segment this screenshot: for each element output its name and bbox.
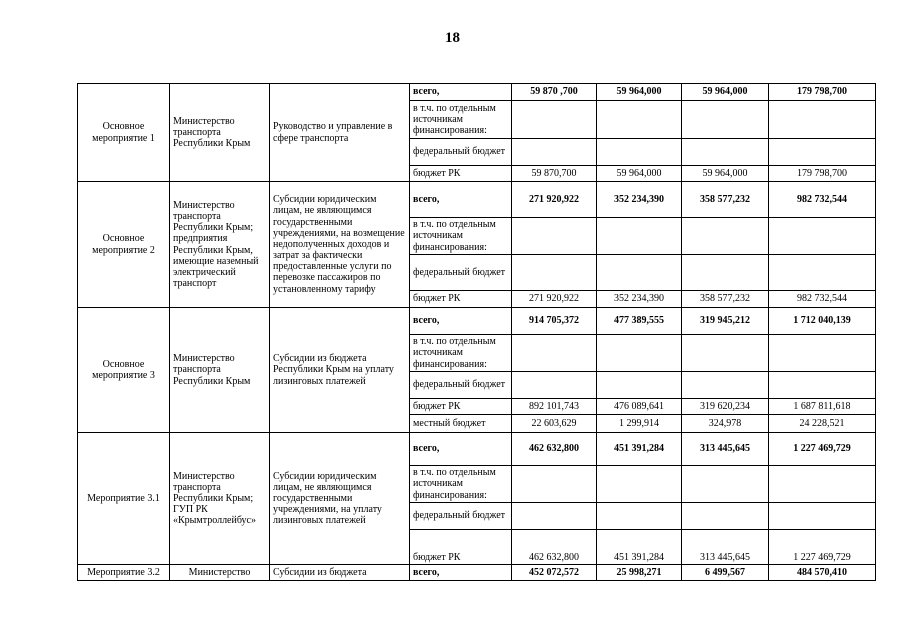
value-cell: 914 705,372 [512,308,597,335]
value-cell: 59 964,000 [682,84,769,101]
value-cell: 892 101,743 [512,399,597,415]
value-cell: 462 632,800 [512,530,597,565]
value-cell: 982 732,544 [769,182,876,218]
description: Субсидии из бюджета Республики Крым на уплату лизинговых платежей [270,308,410,433]
source-label: федеральный бюджет [410,372,512,399]
value-cell [769,335,876,372]
value-cell: 6 499,567 [682,565,769,581]
value-cell: 477 389,555 [597,308,682,335]
value-cell: 22 603,629 [512,415,597,433]
value-cell: 59 964,000 [597,166,682,182]
value-cell: 319 945,212 [682,308,769,335]
description: Субсидии из бюджета [270,565,410,581]
table-row [78,182,876,218]
value-cell: 358 577,232 [682,291,769,308]
description: Субсидии юридическим лицам, не являющимся государственными учреждениями, на возмещение недополученных доходов и затрат за фактически предоставленные услуги по перевозке пассажиров по установленному тарифу [270,182,410,308]
activity-name: Мероприятие 3.1 [78,433,170,565]
source-label: в т.ч. по отдельным источникам финансирования: [410,466,512,503]
value-cell [597,372,682,399]
table-row [78,84,876,101]
source-label: местный бюджет [410,415,512,433]
source-label: всего, [410,182,512,218]
value-cell: 24 228,521 [769,415,876,433]
table-row [78,308,876,335]
source-label: в т.ч. по отдельным источникам финансирования: [410,335,512,372]
activity-name: Основное мероприятие 3 [78,308,170,433]
value-cell: 352 234,390 [597,291,682,308]
executor: Министерство транспорта Республики Крым [170,308,270,433]
value-cell [682,372,769,399]
table-row [78,565,876,581]
page-number: 18 [445,30,460,46]
value-cell [512,218,597,255]
value-cell: 1 299,914 [597,415,682,433]
value-cell: 451 391,284 [597,433,682,466]
source-label: всего, [410,308,512,335]
executor: Министерство [170,565,270,581]
source-label: всего, [410,565,512,581]
value-cell [597,335,682,372]
description: Субсидии юридическим лицам, не являющимся государственными учреждениями, на уплату лизинговых платежей [270,433,410,565]
value-cell [682,466,769,503]
value-cell: 982 732,544 [769,291,876,308]
description: Руководство и управление в сфере транспорта [270,84,410,182]
value-cell [769,101,876,139]
source-label: федеральный бюджет [410,139,512,166]
value-cell: 462 632,800 [512,433,597,466]
value-cell [682,139,769,166]
activity-name: Мероприятие 3.2 [78,565,170,581]
value-cell: 319 620,234 [682,399,769,415]
value-cell [597,466,682,503]
value-cell [769,255,876,291]
source-label: бюджет РК [410,530,512,565]
value-cell [597,218,682,255]
value-cell [769,139,876,166]
value-cell [512,101,597,139]
value-cell [682,503,769,530]
value-cell: 1 227 469,729 [769,433,876,466]
source-label: всего, [410,433,512,466]
value-cell [512,466,597,503]
executor: Министерство транспорта Республики Крым; предприятия Республики Крым, имеющие наземный электрический транспорт [170,182,270,308]
value-cell [682,335,769,372]
value-cell: 59 964,000 [682,166,769,182]
value-cell: 59 964,000 [597,84,682,101]
value-cell: 1 712 040,139 [769,308,876,335]
value-cell [769,218,876,255]
source-label: федеральный бюджет [410,503,512,530]
value-cell: 25 998,271 [597,565,682,581]
value-cell: 451 391,284 [597,530,682,565]
source-label: федеральный бюджет [410,255,512,291]
source-label: в т.ч. по отдельным источникам финансирования: [410,101,512,139]
value-cell: 59 870,700 [512,166,597,182]
value-cell: 179 798,700 [769,84,876,101]
activity-name: Основное мероприятие 1 [78,84,170,182]
value-cell: 313 445,645 [682,530,769,565]
value-cell: 452 072,572 [512,565,597,581]
value-cell: 313 445,645 [682,433,769,466]
source-label: бюджет РК [410,166,512,182]
value-cell [682,101,769,139]
executor: Министерство транспорта Республики Крым [170,84,270,182]
source-label: бюджет РК [410,291,512,308]
value-cell: 59 870 ,700 [512,84,597,101]
source-label: всего, [410,84,512,101]
value-cell: 358 577,232 [682,182,769,218]
value-cell [597,503,682,530]
source-label: бюджет РК [410,399,512,415]
value-cell: 324,978 [682,415,769,433]
value-cell: 179 798,700 [769,166,876,182]
value-cell: 271 920,922 [512,182,597,218]
executor: Министерство транспорта Республики Крым; ГУП РК «Крымтроллейбус» [170,433,270,565]
value-cell: 352 234,390 [597,182,682,218]
budget-table [77,83,876,581]
value-cell: 271 920,922 [512,291,597,308]
value-cell [682,255,769,291]
value-cell [512,503,597,530]
value-cell: 1 227 469,729 [769,530,876,565]
value-cell [512,335,597,372]
value-cell: 476 089,641 [597,399,682,415]
value-cell: 1 687 811,618 [769,399,876,415]
value-cell [512,372,597,399]
value-cell [769,372,876,399]
value-cell [597,255,682,291]
value-cell [597,139,682,166]
value-cell [682,218,769,255]
value-cell [597,101,682,139]
value-cell: 484 570,410 [769,565,876,581]
source-label: в т.ч. по отдельным источникам финансирования: [410,218,512,255]
activity-name: Основное мероприятие 2 [78,182,170,308]
value-cell [769,503,876,530]
value-cell [512,139,597,166]
table-row [78,433,876,466]
value-cell [769,466,876,503]
value-cell [512,255,597,291]
